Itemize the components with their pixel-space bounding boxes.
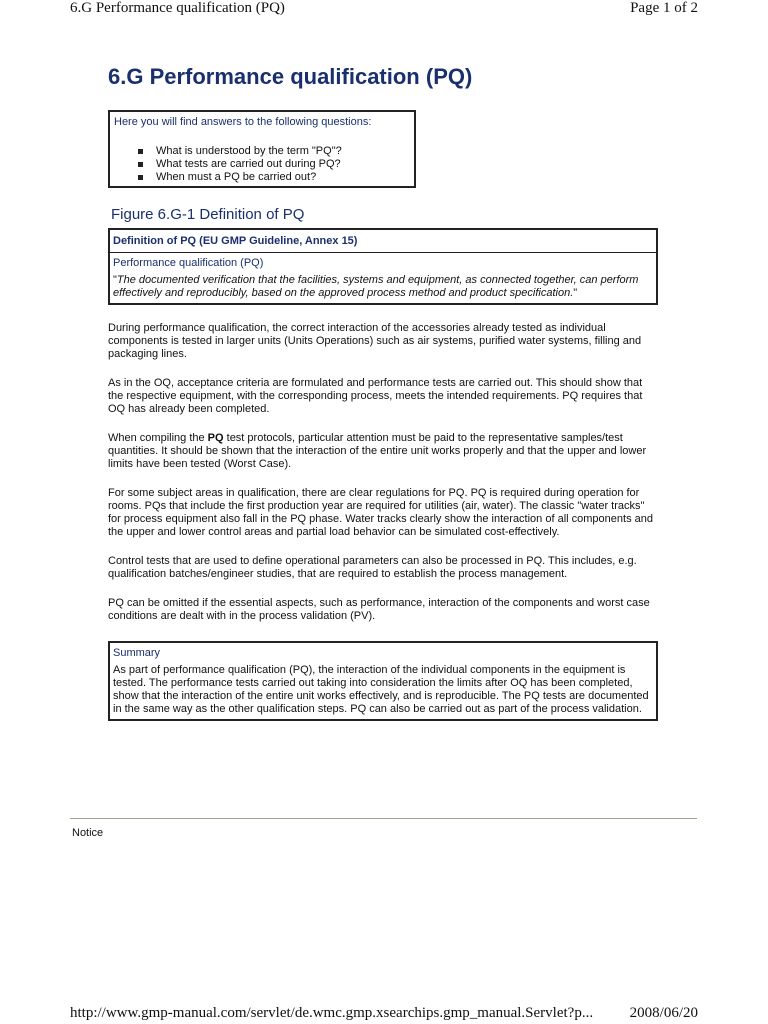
- print-footer-date: 2008/06/20: [629, 1005, 698, 1021]
- print-header-page-number: Page 1 of 2: [630, 0, 698, 16]
- document-content: [108, 62, 658, 721]
- paragraph-3-end: test protocols, particular attention must be paid to the representative samples/test quantities. It should be shown that the interaction of the entire unit works properly and that the upper and lower limits have been tested (Worst Case).: [108, 432, 647, 470]
- section-divider: [70, 818, 697, 819]
- paragraph-3-bold: PQ: [207, 432, 224, 444]
- definition-box: [108, 228, 658, 305]
- notice-label: Notice: [72, 827, 104, 839]
- paragraph-3-start: When compiling the: [108, 432, 208, 444]
- question-text: What tests are carried out during PQ?: [156, 158, 341, 170]
- page-title: 6.G Performance qualification (PQ): [108, 64, 473, 89]
- print-header-title: 6.G Performance qualification (PQ): [70, 0, 285, 16]
- summary-title: Summary: [113, 647, 161, 659]
- definition-subheading: Performance qualification (PQ): [113, 257, 264, 269]
- print-footer: [70, 1005, 698, 1022]
- definition-heading: Definition of PQ (EU GMP Guideline, Annex 15): [110, 230, 656, 253]
- paragraph-4: For some subject areas in qualification, there are clear regulations for PQ. PQ is required during operation for rooms. PQs that include the first production year are required for utilities (air, water). The classic "water tracks" for process equipment also fall in the PQ phase. Water tracks clearly show the interaction of all components and the upper and lower control areas and partial load behavior can be simulated cost-effectively.: [108, 487, 653, 538]
- print-footer-url: http://www.gmp-manual.com/servlet/de.wmc.gmp.xsearchips.gmp_manual.Servlet?p...: [70, 1005, 594, 1021]
- list-item: [138, 158, 414, 171]
- paragraph-3: [108, 432, 658, 471]
- figure-caption: Figure 6.G-1 Definition of PQ: [111, 206, 305, 223]
- definition-quote: The documented verification that the facilities, systems and equipment, as connected together, can perform effectively and reproducibly, based on the approved process method and product specification.: [113, 274, 639, 299]
- paragraph-2: As in the OQ, acceptance criteria are formulated and performance tests are carried out. This should show that the respective equipment, with the corresponding process, meets the intended requirements. PQ requires that OQ has already been completed.: [108, 377, 643, 415]
- definition-quote-block: [113, 274, 653, 300]
- questions-intro: Here you will find answers to the following questions:: [114, 116, 372, 128]
- square-bullet-icon: [138, 162, 143, 167]
- summary-box: [108, 641, 658, 721]
- list-item: [138, 171, 414, 184]
- square-bullet-icon: [138, 149, 143, 154]
- square-bullet-icon: [138, 175, 143, 180]
- paragraph-5: Control tests that are used to define operational parameters can also be processed in PQ. This includes, e.g. qualification batches/engineer studies, that are required to establish the process management.: [108, 555, 637, 580]
- summary-text: As part of performance qualification (PQ), the interaction of the individual components in the equipment is tested. The performance tests carried out taking into consideration the limits after OQ has been completed, show that the interaction of the entire unit works effectively, and is reproducible. The PQ tests are documented in the same way as the other qualification steps. PQ can also be carried out as part of the process validation.: [113, 664, 649, 715]
- question-text: What is understood by the term "PQ"?: [156, 145, 342, 157]
- paragraph-6: PQ can be omitted if the essential aspects, such as performance, interaction of the components and worst case conditions are dealt with in the process validation (PV).: [108, 597, 650, 622]
- question-text: When must a PQ be carried out?: [156, 171, 317, 183]
- paragraph-1: During performance qualification, the correct interaction of the accessories already tested as individual components is tested in larger units (Units Operations) such as air systems, purified water systems, filling and packaging lines.: [108, 322, 642, 360]
- definition-body: [110, 253, 656, 303]
- list-item: [138, 145, 414, 158]
- questions-box: [108, 110, 416, 188]
- quote-close-mark: ": [573, 287, 578, 299]
- quote-open-mark: ": [113, 274, 117, 286]
- questions-list: [114, 145, 414, 184]
- print-header: [70, 0, 698, 17]
